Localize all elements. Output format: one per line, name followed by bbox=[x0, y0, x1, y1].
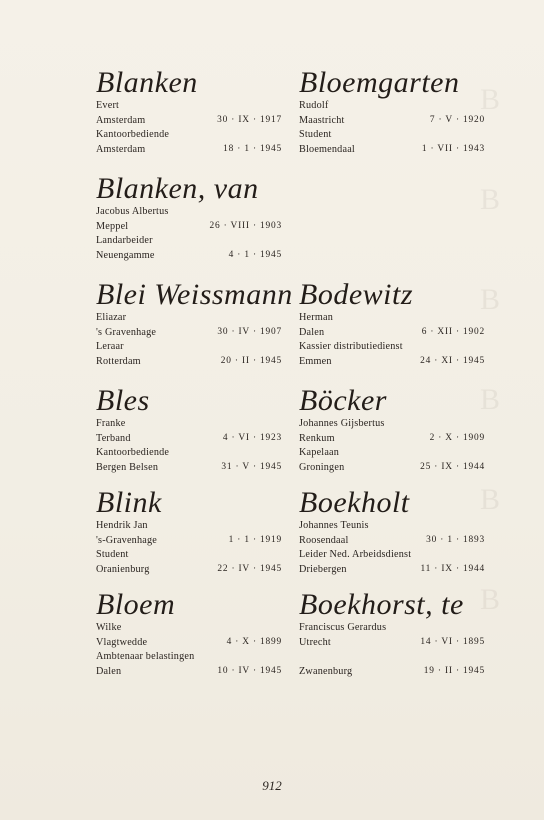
birth-line: Amsterdam 30 · IX · 1917 bbox=[96, 114, 282, 126]
entry-boekhorst-te bbox=[299, 588, 485, 680]
first-names: Wilke bbox=[96, 622, 122, 633]
surname: Blanken bbox=[96, 66, 198, 99]
occupation bbox=[299, 651, 485, 666]
death-line: Oranienburg 22 · IV · 1945 bbox=[96, 563, 282, 575]
occupation: Landarbeider bbox=[96, 235, 153, 246]
occupation: Student bbox=[96, 549, 129, 560]
surname: Böcker bbox=[299, 384, 387, 417]
birth-line: Vlagtwedde 4 · X · 1899 bbox=[96, 636, 282, 648]
first-names: Franciscus Gerardus bbox=[299, 622, 387, 633]
first-names: Eliazar bbox=[96, 312, 127, 323]
entry-blanken-van bbox=[96, 172, 282, 264]
surname: Bles bbox=[96, 384, 150, 417]
surname: Boekhorst, te bbox=[299, 588, 464, 621]
occupation: Kapelaan bbox=[299, 447, 340, 458]
page-number: 912 bbox=[262, 778, 282, 793]
occupation: Student bbox=[299, 129, 332, 140]
occupation: Kassier distributiedienst bbox=[299, 341, 403, 352]
occupation: Leider Ned. Arbeidsdienst bbox=[299, 549, 412, 560]
entry-blei-weissmann bbox=[96, 278, 293, 370]
occupation: Ambtenaar belastingen bbox=[96, 651, 195, 662]
entry-blanken bbox=[96, 66, 282, 158]
first-names: Rudolf bbox=[299, 100, 329, 111]
death-line: Groningen 25 · IX · 1944 bbox=[299, 461, 485, 473]
first-names: Herman bbox=[299, 312, 334, 323]
entry-blink bbox=[96, 486, 282, 578]
birth-line: Roosendaal 30 · 1 · 1893 bbox=[299, 534, 485, 546]
birth-line: Utrecht 14 · VI · 1895 bbox=[299, 636, 485, 648]
birth-line: 's Gravenhage 30 · IV · 1907 bbox=[96, 326, 282, 338]
death-line: Zwanenburg 19 · II · 1945 bbox=[299, 665, 485, 677]
occupation: Kantoorbediende bbox=[96, 447, 170, 458]
death-line: Emmen 24 · XI · 1945 bbox=[299, 355, 485, 367]
death-line: Bloemendaal 1 · VII · 1943 bbox=[299, 143, 485, 155]
entry-bles bbox=[96, 384, 282, 476]
surname: Bloem bbox=[96, 588, 176, 621]
bleed-through-text: B B B B B B bbox=[480, 83, 501, 616]
occupation: Kantoorbediende bbox=[96, 129, 170, 140]
birth-line: 's-Gravenhage 1 · 1 · 1919 bbox=[96, 534, 282, 546]
first-names: Evert bbox=[96, 100, 120, 111]
surname: Boekholt bbox=[299, 486, 410, 519]
entry-bloemgarten bbox=[299, 66, 485, 158]
occupation: Leraar bbox=[96, 341, 124, 352]
death-line: Dalen 10 · IV · 1945 bbox=[96, 665, 282, 677]
death-line: Driebergen 11 · IX · 1944 bbox=[299, 563, 485, 575]
first-names: Jacobus Albertus bbox=[96, 206, 169, 217]
entry-bodewitz bbox=[299, 278, 485, 370]
death-line: Amsterdam 18 · 1 · 1945 bbox=[96, 143, 282, 155]
surname: Blei Weissmann bbox=[96, 278, 293, 311]
surname: Bloemgarten bbox=[299, 66, 460, 99]
entry-bloem bbox=[96, 588, 282, 680]
entry-bocker bbox=[299, 384, 485, 476]
death-line: Neuengamme 4 · 1 · 1945 bbox=[96, 249, 282, 261]
first-names: Franke bbox=[96, 418, 126, 429]
first-names: Hendrik Jan bbox=[96, 520, 148, 531]
birth-line: Terband 4 · VI · 1923 bbox=[96, 432, 282, 444]
death-line: Bergen Belsen 31 · V · 1945 bbox=[96, 461, 282, 473]
death-line: Rotterdam 20 · II · 1945 bbox=[96, 355, 282, 367]
first-names: Johannes Gijsbertus bbox=[299, 418, 385, 429]
entry-boekholt bbox=[299, 486, 485, 578]
first-names: Johannes Teunis bbox=[299, 520, 369, 531]
birth-line: Dalen 6 · XII · 1902 bbox=[299, 326, 485, 338]
birth-line: Meppel 26 · VIII · 1903 bbox=[96, 220, 282, 232]
surname: Blink bbox=[96, 486, 162, 519]
surname: Bodewitz bbox=[299, 278, 413, 311]
surname: Blanken, van bbox=[96, 172, 259, 205]
birth-line: Maastricht 7 · V · 1920 bbox=[299, 114, 485, 126]
birth-line: Renkum 2 · X · 1909 bbox=[299, 432, 485, 444]
